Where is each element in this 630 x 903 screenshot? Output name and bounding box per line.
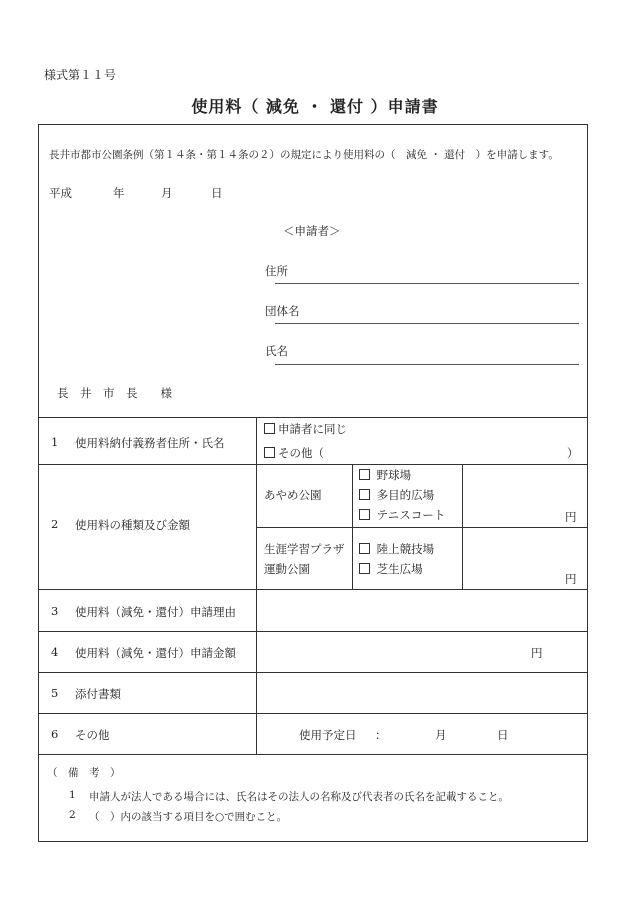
row5-bottom-border [39,713,587,714]
name-label: 氏名 [265,344,288,358]
facility-athletics[interactable] [359,541,434,557]
park-plaza-line1: 生涯学習プラザ [264,542,345,556]
planned-date-day: 日 [497,728,509,742]
facility-lawn[interactable] [359,561,423,577]
applicant-heading: ＜申請者＞ [283,224,341,238]
date-day-label: 日 [211,186,223,200]
row3-bottom-border [39,631,587,632]
row1-number: 1 [51,435,59,449]
date-era: 平成 [49,186,72,200]
date-year-label: 年 [113,186,125,200]
yen-ayame: 円 [565,510,577,524]
option-same-label: 申請者に同じ [278,422,347,436]
row1-label: 使用料納付義務者住所・氏名 [75,436,225,450]
name-field-line[interactable] [275,364,579,365]
document-title: 使用料（ 減免 ・ 還付 ）申請書 [191,97,439,116]
row3-number: 3 [51,604,59,618]
checkbox-icon[interactable] [264,447,275,458]
checkbox-icon[interactable] [359,509,370,520]
row3-label: 使用料（減免・還付）申請理由 [75,605,236,619]
yen-amount: 円 [531,646,543,660]
checkbox-icon[interactable] [359,563,370,574]
planned-date-month: 月 [435,728,447,742]
row5-number: 5 [51,686,59,700]
facility-label: テニスコート [376,508,446,522]
address-label: 住所 [265,264,288,278]
row2-bottom-border [39,589,587,590]
checkbox-icon[interactable] [359,469,370,480]
option-same-as-applicant[interactable] [264,421,347,437]
addressee: 長 井 市 長 様 [57,386,172,400]
checkbox-icon[interactable] [359,543,370,554]
row6-label: その他 [75,728,110,742]
form-frame [38,124,588,842]
row2-mid-border [256,527,587,528]
row6-number: 6 [51,727,59,741]
remark-2-number: 2 [69,809,76,821]
row2-number: 2 [51,517,59,531]
yen-plaza: 円 [565,572,577,586]
attachments-field[interactable] [257,673,587,713]
checkbox-icon[interactable] [264,423,275,434]
reason-field[interactable] [257,591,587,631]
form-number: 様式第１１号 [44,68,117,82]
planned-date-label: 使用予定日 [299,728,357,742]
facility-label: 芝生広場 [376,562,423,576]
address-field-line[interactable] [275,283,579,284]
facility-baseball[interactable] [359,467,411,483]
row4-number: 4 [51,645,59,659]
row5-label: 添付書類 [75,687,121,701]
intro-statement: 長井市都市公園条例（第１４条・第１４条の２）の規定により使用料の（ 減免 ・ 還付 ）を申請します。 [49,149,559,161]
row4-label: 使用料（減免・還付）申請金額 [75,646,236,660]
facility-label: 多目的広場 [376,488,435,502]
park-ayame: あやめ公園 [264,488,322,502]
facility-column-border-2 [462,527,463,589]
option-other-label: その他（ [278,446,324,460]
remark-2: （ ）内の該当する項目を○で囲むこと。 [89,811,288,823]
facility-tennis[interactable] [359,507,445,523]
org-field-line[interactable] [275,323,579,324]
checkbox-icon[interactable] [359,489,370,500]
option-other-close: ） [567,446,579,460]
table-top-border [39,417,587,418]
row2-label: 使用料の種類及び金額 [75,518,190,532]
park-plaza-line2: 運動公園 [264,562,310,576]
remarks-heading: （ 備 考 ） [47,767,121,779]
option-other[interactable] [264,445,324,461]
facility-label: 陸上競技場 [376,542,435,556]
remark-1: 申請人が法人である場合には、氏名はその法人の名称及び代表者の氏名を記載すること。 [89,791,509,803]
facility-column-border-1 [462,464,463,527]
facility-label: 野球場 [376,468,412,482]
org-label: 団体名 [265,304,300,318]
facility-multipurpose[interactable] [359,487,434,503]
park-column-border [352,464,353,589]
row1-bottom-border [39,464,587,465]
remark-1-number: 1 [69,789,76,801]
date-month-label: 月 [161,186,173,200]
row6-bottom-border [39,754,587,755]
planned-date-colon: ： [375,728,387,742]
